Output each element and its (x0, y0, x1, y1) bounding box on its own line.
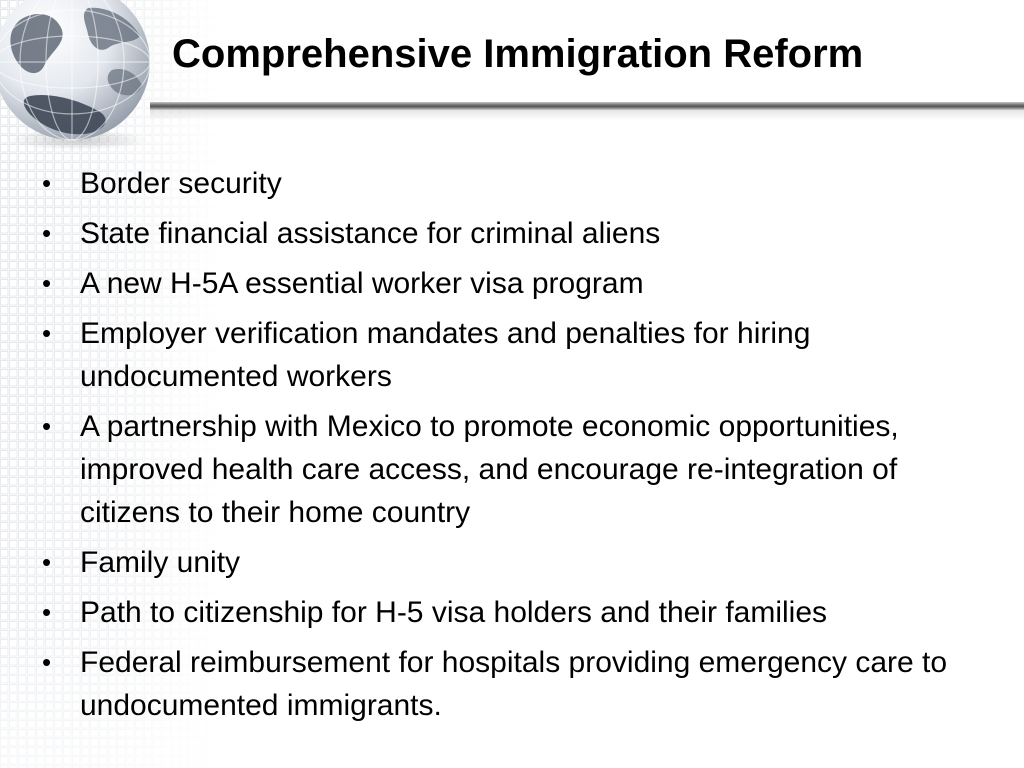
bullet-dot-icon: • (42, 268, 52, 298)
title-underline-shadow (150, 110, 1024, 120)
bullet-text: A new H-5A essential worker visa program (80, 267, 644, 300)
bullet-item-employer-verification (40, 312, 1000, 398)
bullet-dot-icon: • (42, 647, 52, 677)
bullet-dot-icon: • (42, 218, 52, 248)
bullet-item-border-security (40, 162, 1000, 205)
bullet-dot-icon: • (42, 168, 52, 198)
bullet-item-path-to-citizenship (40, 591, 1000, 634)
bullet-text: State financial assistance for criminal aliens (80, 217, 661, 250)
slide-title: Comprehensive Immigration Reform (172, 32, 864, 76)
bullet-dot-icon: • (42, 411, 52, 441)
bullet-dot-icon: • (42, 547, 52, 577)
bullet-dot-icon: • (42, 597, 52, 627)
bullet-text: Path to citizenship for H-5 visa holders and their families (80, 596, 828, 629)
bullet-list (40, 162, 1000, 734)
bullet-item-h5a-visa (40, 262, 1000, 305)
bullet-text: Federal reimbursement for hospitals providing emergency care to undocumented immigrants. (80, 646, 948, 722)
title-underline (150, 102, 1024, 110)
bullet-text: Border security (80, 167, 282, 200)
bullet-item-state-assistance (40, 212, 1000, 255)
bullet-dot-icon: • (42, 318, 52, 348)
bullet-item-hospital-reimbursement (40, 641, 1000, 727)
bullet-item-mexico-partnership (40, 405, 1000, 534)
bullet-item-family-unity (40, 541, 1000, 584)
globe-icon (0, 0, 160, 150)
bullet-text: Family unity (80, 546, 241, 579)
bullet-text: A partnership with Mexico to promote economic opportunities, improved health care access, and encourage re-integration of citizens to their home country (80, 410, 899, 529)
bullet-text: Employer verification mandates and penalties for hiring undocumented workers (80, 317, 811, 393)
